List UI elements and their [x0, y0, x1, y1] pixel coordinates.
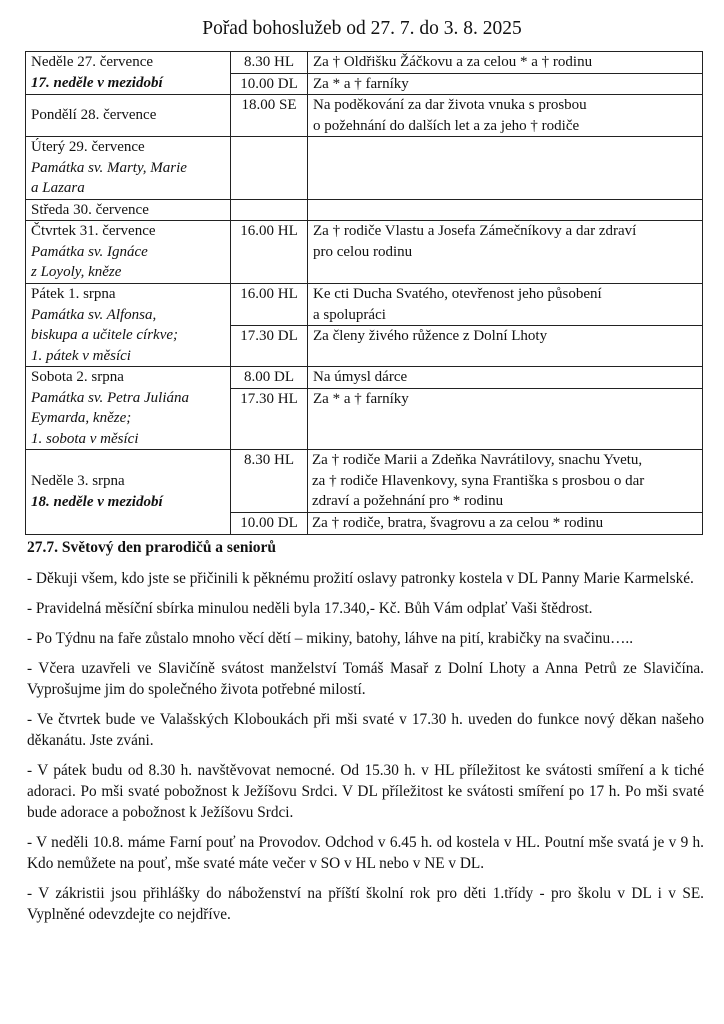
mass-intent-empty — [308, 199, 703, 221]
intent-line: za † rodiče Hlavenkovy, syna Františka s prosbou o dar — [312, 472, 645, 489]
table-row — [26, 367, 703, 389]
day-label: Pondělí 28. července — [31, 107, 157, 124]
section-title: 27.7. Světový den prarodičů a seniorů — [27, 539, 277, 556]
announcement: - Pravidelná měsíční sbírka minulou neděli byla 17.340,- Kč. Bůh Vám odplať Vaši štědrost. — [27, 600, 593, 617]
mass-intent: Za členy živého růžence z Dolní Lhoty — [308, 326, 703, 367]
mass-intent: Za * a † farníky — [308, 73, 703, 95]
day-label: Sobota 2. srpna — [31, 369, 124, 385]
day-note: z Loyoly, kněze — [31, 264, 122, 280]
intent-line: zdraví a požehnání pro * rodinu — [312, 493, 504, 509]
intent-line: Ke cti Ducha Svatého, otevřenost jeho působení — [313, 286, 602, 302]
mass-time: 16.00 HL — [231, 284, 308, 326]
page-title: Pořad bohoslužeb od 27. 7. do 3. 8. 2025 — [202, 18, 522, 39]
table-row — [26, 52, 703, 74]
mass-intent-empty — [308, 137, 703, 200]
announcement: - V neděli 10.8. máme Farní pouť na Provodov. Odchod v 6.45 h. od kostela v HL. Poutní mše svatá je v 9 h. Kdo nemůžete na pouť, mše svaté máte večer v SO v HL nebo v NE v DL. — [27, 834, 704, 872]
mass-intent — [308, 221, 703, 284]
mass-intent: Za * a † farníky — [308, 388, 703, 449]
announcement: - V pátek budu od 8.30 h. navštěvovat nemocné. Od 15.30 h. v HL příležitost ke svátosti smíření a k tiché adoraci. Po mši svaté pobožnost k Ježíšovu Srdci. V DL příležitost ke svátosti smíření po 17 h. Po mši svaté bude adorace a pobožnost k Ježíšovu Srdci. — [27, 762, 704, 821]
day-label: Neděle 3. srpna — [31, 473, 125, 490]
intent-line: o požehnání do dalších let a za jeho † rodiče — [313, 117, 580, 134]
mass-schedule-table — [25, 51, 703, 535]
mass-time: 18.00 SE — [231, 95, 308, 137]
day-note: Památka sv. Ignáce — [31, 243, 148, 260]
intent-line: Na poděkování za dar života vnuka s prosbou — [313, 97, 587, 113]
mass-time: 8.30 HL — [231, 450, 308, 513]
announcement: - Po Týdnu na faře zůstalo mnoho věcí dětí – mikiny, batohy, láhve na pití, krabičky na svačinu….. — [27, 630, 634, 647]
day-note: Památka sv. Petra Juliána — [31, 389, 190, 406]
mass-time-empty — [231, 199, 308, 221]
table-row — [26, 199, 703, 221]
intent-line: a spolupráci — [313, 306, 386, 323]
mass-intent: Za † Oldřišku Žáčkovu a za celou * a † rodinu — [308, 52, 703, 74]
intent-line: Za † rodiče Vlastu a Josefa Zámečníkovy a dar zdraví — [313, 223, 637, 239]
day-label: Čtvrtek 31. července — [31, 223, 156, 239]
day-note: 1. pátek v měsíci — [31, 347, 131, 364]
mass-time: 8.00 DL — [231, 367, 308, 389]
mass-intent — [308, 95, 703, 137]
day-cell — [26, 450, 231, 535]
day-label: Pátek 1. srpna — [31, 286, 116, 302]
announcement: - V zákristii jsou přihlášky do náboženství na příští školní rok pro děti 1.třídy - pro školu v DL i v SE. Vyplněné odevzdejte co nejdříve. — [27, 885, 704, 923]
announcement: - Včera uzavřeli ve Slavičíně svátost manželství Tomáš Masař z Dolní Lhoty a Anna Petrů ze Slavičína. Vyprošujme jim do společného života potřebné milostí. — [27, 660, 704, 698]
intent-line: Za † rodiče Marii a Zdeňka Navrátilovy, snachu Yvetu, — [312, 452, 643, 468]
day-note: 18. neděle v mezidobí — [31, 493, 163, 510]
day-cell — [26, 95, 231, 137]
day-cell — [26, 137, 231, 200]
mass-time: 17.30 HL — [231, 388, 308, 449]
table-row — [26, 137, 703, 200]
table-row — [26, 221, 703, 284]
day-cell — [26, 221, 231, 284]
announcement: - Děkuji všem, kdo jste se přičinili k pěknému prožití oslavy patronky kostela v DL Panny Marie Karmelské. — [27, 570, 694, 587]
day-cell — [26, 52, 231, 95]
day-note: 1. sobota v měsíci — [31, 430, 139, 447]
day-note: biskupa a učitele církve; — [31, 327, 179, 343]
day-label: Neděle 27. července — [31, 54, 154, 70]
mass-time-empty — [231, 137, 308, 200]
mass-time: 17.30 DL — [231, 326, 308, 367]
announcement: - Ve čtvrtek bude ve Valašských Kloboukách při mši svaté v 17.30 h. uveden do funkce nový děkan našeho děkanátu. Jste zváni. — [27, 711, 704, 749]
day-note: Eymarda, kněze; — [31, 410, 132, 426]
intent-line: pro celou rodinu — [313, 243, 413, 260]
mass-intent — [308, 450, 703, 513]
day-note: a Lazara — [31, 180, 85, 196]
day-label: Středa 30. července — [31, 201, 149, 218]
mass-intent — [308, 284, 703, 326]
day-cell — [26, 284, 231, 367]
day-label: Úterý 29. července — [31, 139, 145, 155]
mass-intent: Na úmysl dárce — [308, 367, 703, 389]
day-note: 17. neděle v mezidobí — [31, 74, 163, 91]
mass-time: 10.00 DL — [231, 513, 308, 535]
announcements — [27, 568, 704, 934]
table-row — [26, 284, 703, 326]
day-note: Památka sv. Alfonsa, — [31, 306, 157, 323]
mass-time: 10.00 DL — [231, 73, 308, 95]
mass-time: 16.00 HL — [231, 221, 308, 284]
mass-intent: Za † rodiče, bratra, švagrovu a za celou * rodinu — [308, 513, 703, 535]
table-row — [26, 95, 703, 137]
day-note: Památka sv. Marty, Marie — [31, 159, 187, 176]
day-cell — [26, 199, 231, 221]
mass-time: 8.30 HL — [231, 52, 308, 74]
day-cell — [26, 367, 231, 450]
table-row — [26, 450, 703, 513]
